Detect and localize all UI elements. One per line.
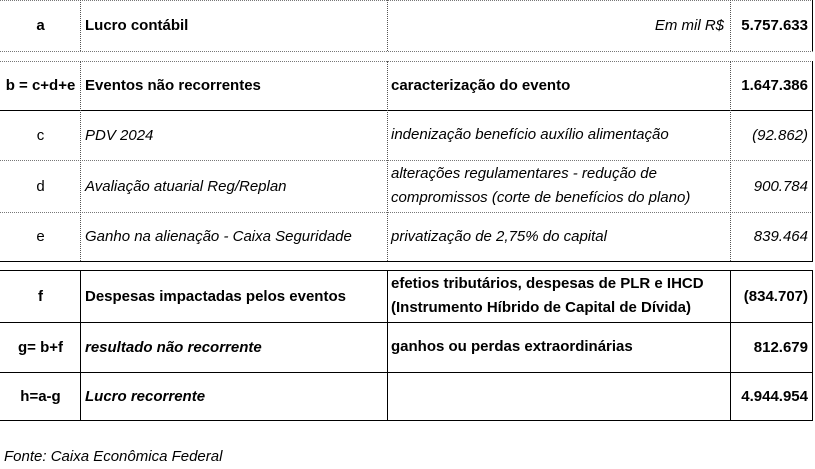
row-description — [387, 160, 730, 212]
row-description: caracterização do evento — [391, 76, 571, 94]
table-row — [0, 160, 815, 212]
row-description-line: compromissos (corte de benefícios do plano) — [391, 189, 691, 206]
row-value: 5.757.633 — [741, 17, 808, 34]
row-label: Despesas impactadas pelos eventos — [85, 287, 346, 305]
row-value: 1.647.386 — [741, 77, 808, 94]
row-label: Lucro contábil — [85, 17, 189, 34]
row-id: f — [38, 287, 43, 305]
row-description: privatização de 2,75% do capital — [391, 227, 607, 245]
table-row — [0, 212, 815, 261]
row-value: (834.707) — [743, 287, 808, 305]
source-note: Fonte: Caixa Econômica Federal — [4, 448, 223, 465]
table-row — [0, 322, 815, 372]
row-description: ganhos ou perdas extraordinárias — [391, 338, 633, 355]
row-description-line: (Instrumento Híbrido de Capital de Dívida) — [391, 299, 692, 316]
row-description-line: efetios tributários, despesas de PLR e IHCD — [391, 275, 704, 292]
row-value: 839.464 — [753, 228, 808, 245]
table-row — [0, 110, 815, 160]
row-label: PDV 2024 — [85, 126, 154, 144]
row-label: Ganho na alienação - Caixa Seguridade — [85, 228, 352, 245]
row-description — [387, 270, 730, 322]
row-label: resultado não recorrente — [85, 338, 262, 356]
row-description: Em mil R$ — [654, 16, 724, 34]
row-value: 900.784 — [753, 177, 808, 195]
row-id: g= b+f — [17, 338, 63, 356]
table-row — [0, 270, 815, 322]
table-row — [0, 372, 815, 420]
row-id: b = c+d+e — [5, 77, 76, 94]
row-description-line: alterações regulamentares - redução de — [391, 165, 657, 182]
row-label: Lucro recorrente — [85, 387, 206, 405]
row-label: Avaliação atuarial Reg/Replan — [85, 177, 287, 195]
table-row — [0, 61, 815, 110]
table-row — [0, 0, 815, 51]
row-label: Eventos não recorrentes — [85, 77, 261, 94]
row-value: 4.944.954 — [741, 387, 808, 405]
row-id: a — [36, 17, 45, 34]
row-id: h=a-g — [20, 387, 61, 405]
row-description: indenização benefício auxílio alimentação — [391, 126, 669, 143]
row-description — [387, 372, 730, 420]
row-id: c — [36, 126, 45, 144]
row-id: d — [36, 177, 45, 195]
row-value: (92.862) — [752, 126, 808, 144]
row-value: 812.679 — [753, 338, 808, 356]
row-id: e — [36, 228, 45, 245]
